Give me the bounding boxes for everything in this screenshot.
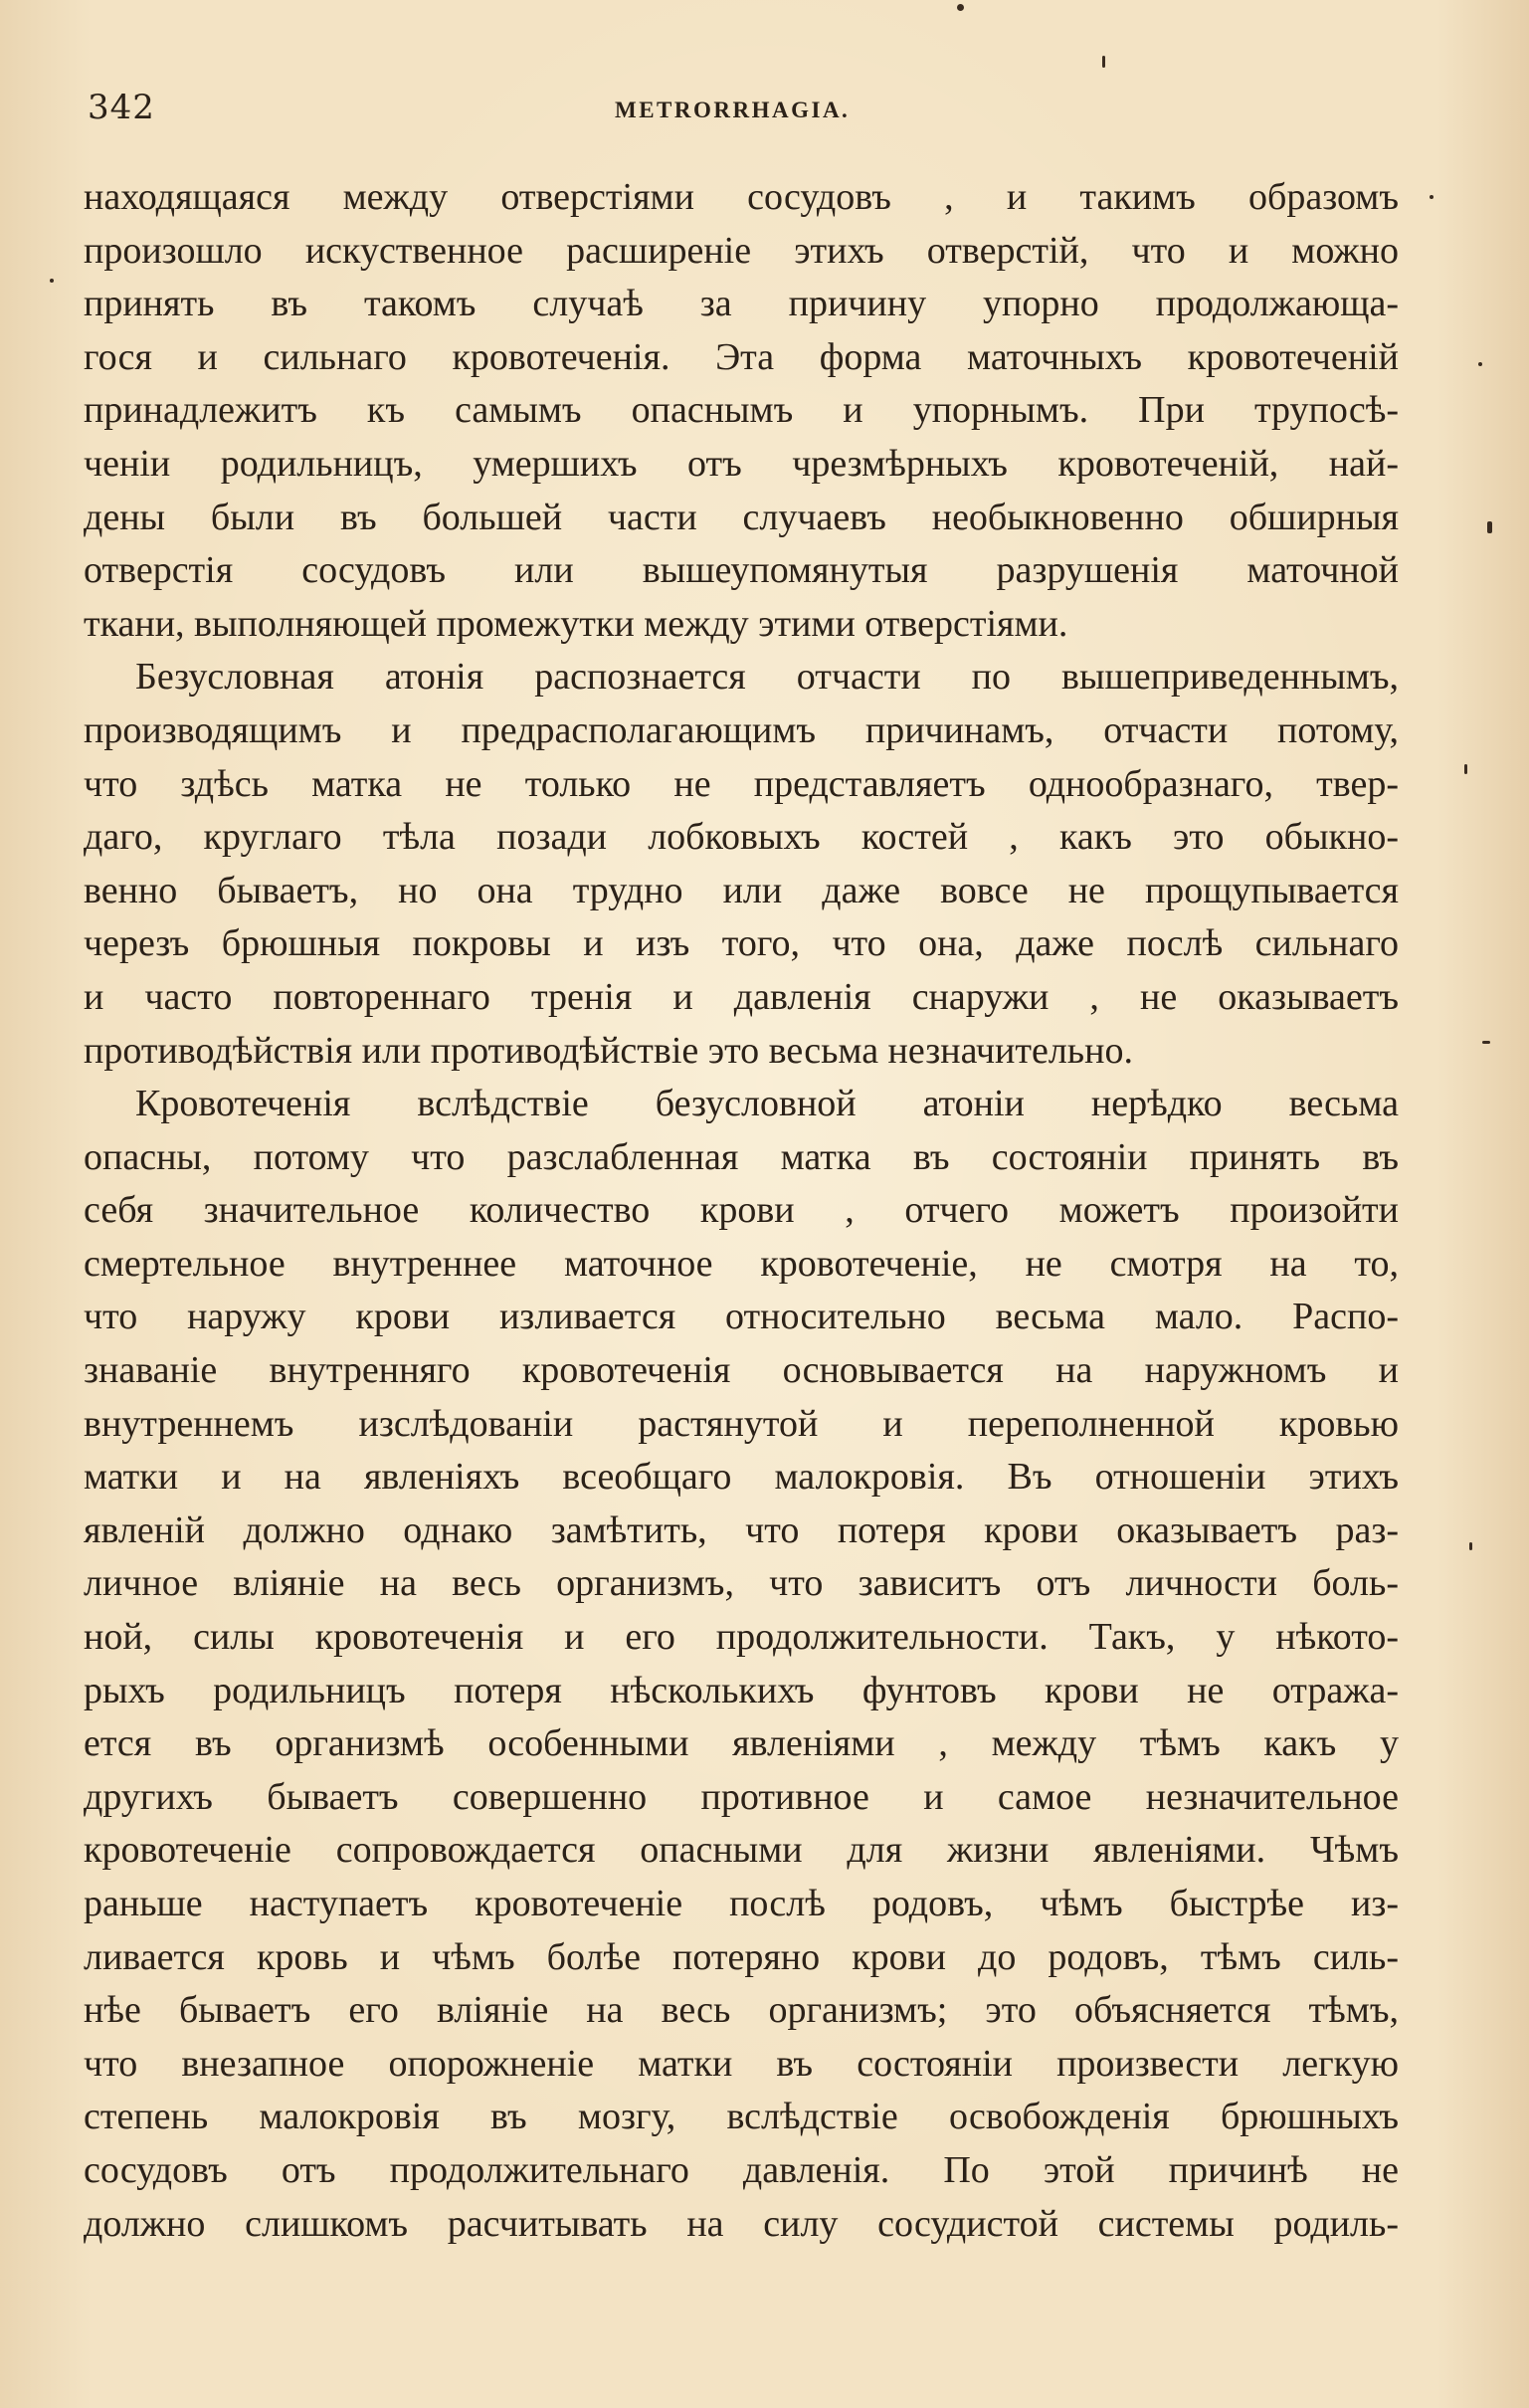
ink-speck <box>957 4 964 11</box>
page-header <box>88 88 1401 137</box>
text-line: и часто повтореннаго тренія и давленія снаружи , не оказываетъ <box>84 975 1399 1018</box>
text-line: раньше наступаетъ кровотеченіе послѣ родовъ, чѣмъ быстрѣе из- <box>84 1883 1399 1924</box>
text-line: сосудовъ отъ продолжительнаго давленія. По этой причинѣ не <box>84 2148 1399 2191</box>
text-line: ткани, выполняющей промежутки между этими отверстіями. <box>84 602 1068 645</box>
text-line: явленій должно однако замѣтить, что потеря крови оказываетъ раз- <box>84 1508 1399 1551</box>
text-line: матки и на явленіяхъ всеобщаго малокровія. Въ отношеніи этихъ <box>84 1456 1399 1499</box>
ink-speck <box>1464 764 1467 774</box>
body-text <box>84 171 1399 2251</box>
text-line: ливается кровь и чѣмъ болѣе потеряно крови до родовъ, тѣмъ силь- <box>84 1935 1399 1978</box>
text-line: внутреннемъ изслѣдованіи растянутой и переполненной кровью <box>84 1402 1399 1445</box>
text-line: кровотеченіе сопровождается опасными для жизни явленіями. Чѣмъ <box>84 1829 1399 1872</box>
text-line: дены были въ большей части случаевъ необыкновенно обширныя <box>84 496 1399 538</box>
text-line: ченіи родильницъ, умершихъ отъ чрезмѣрныхъ кровотеченій, най- <box>84 442 1399 485</box>
text-line: черезъ брюшныя покровы и изъ того, что она, даже послѣ сильнаго <box>84 922 1399 965</box>
text-line: должно слишкомъ расчитывать на силу сосудистой системы родиль- <box>84 2202 1399 2245</box>
text-line: гося и сильнаго кровотеченія. Эта форма маточныхъ кровотеченій <box>84 335 1399 378</box>
ink-speck <box>1430 195 1433 199</box>
text-line: что здѣсь матка не только не представляетъ однообразнаго, твер- <box>84 762 1399 805</box>
text-line: венно бываетъ, но она трудно или даже вовсе не прощупывается <box>84 869 1399 911</box>
text-line: нѣе бываетъ его вліяніе на весь организмъ; это объясняется тѣмъ, <box>84 1989 1399 2032</box>
text-line: рыхъ родильницъ потеря нѣсколькихъ фунтовъ крови не отража- <box>84 1669 1399 1711</box>
text-line: степень малокровія въ мозгу, вслѣдствіе освобожденія брюшныхъ <box>84 2096 1399 2138</box>
text-line: принадлежитъ къ самымъ опаснымъ и упорнымъ. При трупосѣ- <box>84 389 1399 432</box>
text-line: даго, круглаго тѣла позади лобковыхъ костей , какъ это обыкно- <box>84 816 1399 859</box>
text-line: смертельное внутреннее маточное кровотеченіе, не смотря на то, <box>84 1242 1399 1285</box>
text-line: что внезапное опорожненіе матки въ состояніи произвести легкую <box>84 2042 1399 2085</box>
text-line: находящаяся между отверстіями сосудовъ , и такимъ образомъ <box>84 176 1399 218</box>
text-line: другихъ бываетъ совершенно противное и самое незначительное <box>84 1775 1399 1818</box>
text-line: ной, силы кровотеченія и его продолжительности. Такъ, у нѣкото- <box>84 1616 1399 1659</box>
ink-speck <box>1469 1542 1472 1550</box>
text-line: знаваніе внутренняго кровотеченія основывается на наружномъ и <box>84 1349 1399 1392</box>
ink-speck <box>1487 521 1492 533</box>
ink-speck <box>1102 56 1105 68</box>
text-line: личное вліяніе на весь организмъ, что зависитъ отъ личности боль- <box>84 1562 1399 1605</box>
text-line: отверстія сосудовъ или вышеупомянутыя разрушенія маточной <box>84 549 1399 592</box>
text-line: противодѣйствія или противодѣйствіе это весьма незначительно. <box>84 1029 1133 1072</box>
page-number: 342 <box>88 88 155 127</box>
ink-speck <box>1478 362 1482 366</box>
text-line: Безусловная атонія распознается отчасти по вышеприведеннымъ, <box>135 656 1399 699</box>
text-line: принять въ такомъ случаѣ за причину упорно продолжающа- <box>84 283 1399 325</box>
text-line: опасны, потому что разслабленная матка въ состояніи принять въ <box>84 1135 1399 1178</box>
text-line: произошло искуственное расширеніе этихъ отверстій, что и можно <box>84 229 1399 272</box>
text-line: производящимъ и предрасполагающимъ причинамъ, отчасти потому, <box>84 708 1399 751</box>
ink-speck <box>1482 1041 1490 1044</box>
text-line: что наружу крови изливается относительно весьма мало. Распо- <box>84 1296 1399 1338</box>
text-line: Кровотеченія вслѣдствіе безусловной атоніи нерѣдко весьма <box>135 1083 1399 1125</box>
running-head: METRORRHAGIA. <box>615 98 851 122</box>
text-line: себя значительное количество крови , отчего можетъ произойти <box>84 1189 1399 1232</box>
text-line: ется въ организмѣ особенными явленіями , между тѣмъ какъ у <box>84 1722 1399 1765</box>
ink-speck <box>50 279 54 283</box>
